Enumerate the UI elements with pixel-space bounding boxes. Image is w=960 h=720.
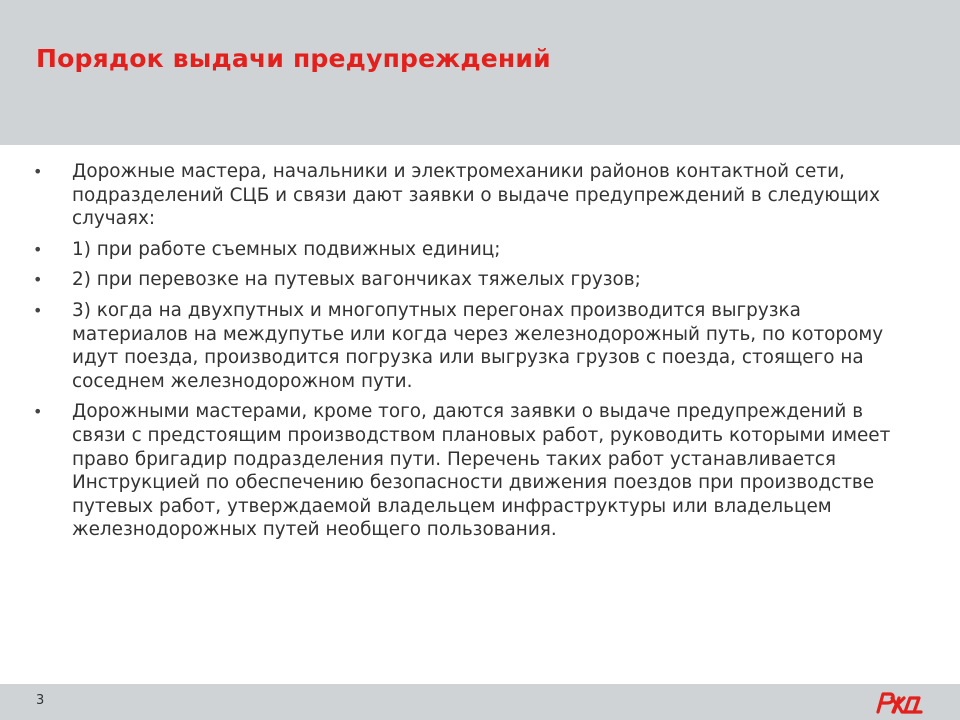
bullet-item [30,299,910,393]
bullet-item [30,268,910,292]
bullet-text: Дорожными мастерами, кроме того, даются заявки о выдаче предупреждений в связи с предстоящим производством плановых работ, руководить которыми имеет право бригадир подразделения пути. Перечень таких работ устанавливается Инструкцией по обеспечению безопасности движения поездов при производстве путевых работ, утверждаемой владельцем инфраструктуры или владельцем железнодорожных путей необщего пользования. [72,401,891,541]
bullet-item [30,238,910,262]
bullet-item [30,160,910,231]
bullet-text: 3) когда на двухпутных и многопутных перегонах производится выгрузка материалов на междупутье или когда через железнодорожный путь, по которому идут поезда, производится погрузка или выгрузка грузов с поезда, стоящего на соседнем железнодорожном пути. [72,299,884,392]
bullet-text: 1) при работе съемных подвижных единиц; [72,238,501,260]
bullet-dot-icon: • [33,239,43,259]
footer-band [0,684,960,720]
bullet-list [30,160,910,549]
page-number: 3 [36,693,45,708]
bullet-item [30,400,910,542]
bullet-text: Дорожные мастера, начальники и электромеханики районов контактной сети, подразделений СЦБ и связи дают заявки о выдаче предупреждений в следующих случаях: [72,161,881,230]
bullet-dot-icon: • [33,162,43,181]
bullet-dot-icon: • [33,300,43,320]
bullet-text: 2) при перевозке на путевых вагончиках тяжелых грузов; [72,269,641,291]
bullet-dot-icon: • [33,402,43,422]
bullet-dot-icon: • [33,270,43,290]
slide-title: Порядок выдачи предупреждений [36,44,551,73]
rzd-logo-icon [872,688,928,716]
title-band [0,0,960,145]
